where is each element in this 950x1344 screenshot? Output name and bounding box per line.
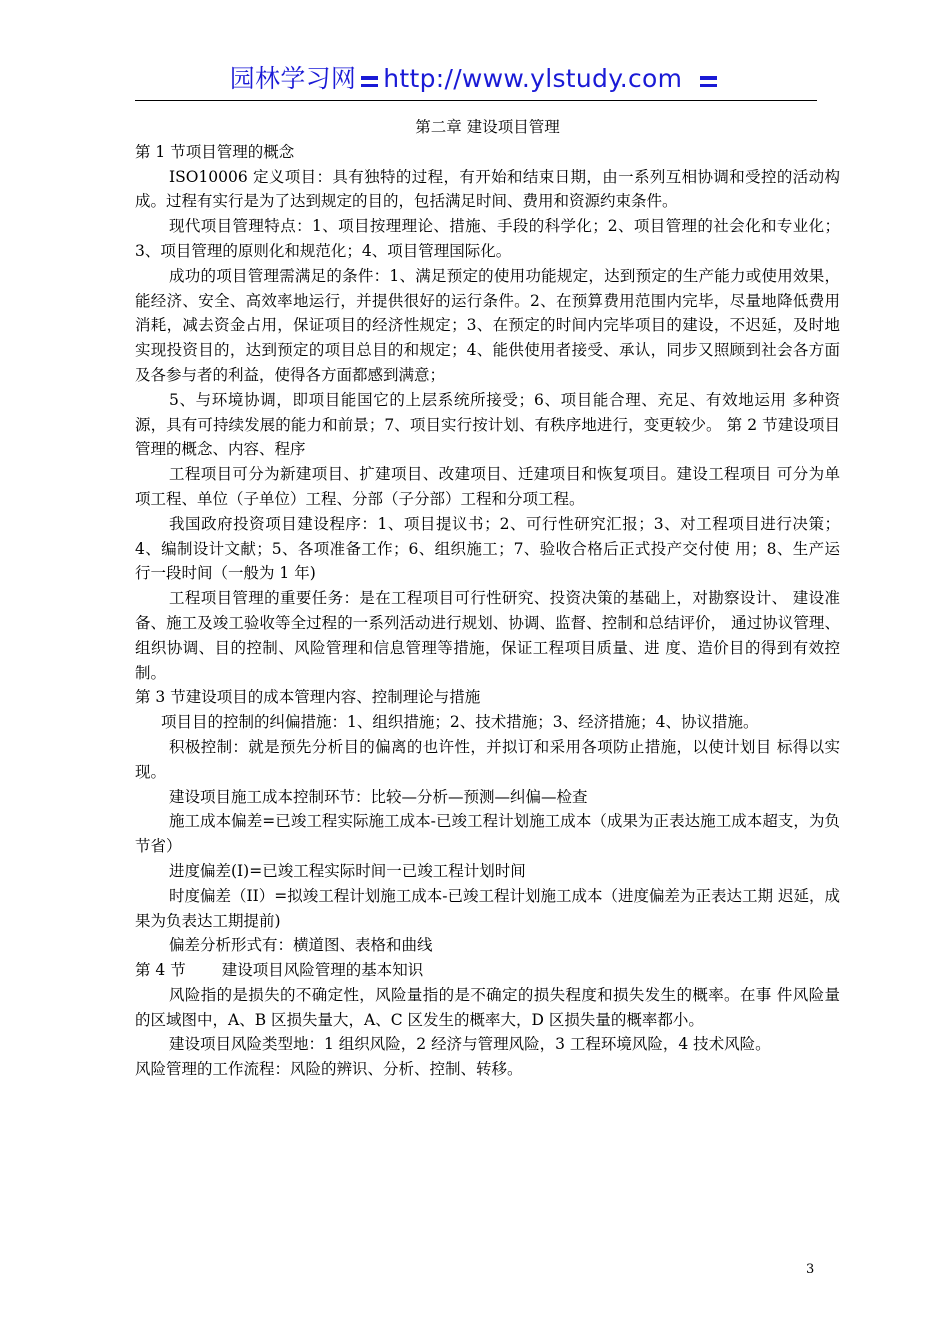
paragraph: 工程项目管理的重要任务：是在工程项目可行性研究、投资决策的基础上，对勘察设计、 建设准备、施工及竣工验收等全过程的一系列活动进行规划、协调、监督、控制和总结评价， 通过协议管理、组织协调、目的控制、风险管理和信息管理等措施，保证工程项目质量、进 度、造价目的得到有效控制。: [135, 589, 840, 682]
header-site-name: 园林学习网: [229, 64, 357, 93]
paragraph: 建设项目施工成本控制环节：比较—分析—预测—纠偏—检查: [169, 787, 588, 806]
paragraph: 积极控制：就是预先分析目的偏离的也许性，并拟订和采用各项防止措施，以使计划目 标得以实现。: [135, 737, 840, 781]
paragraph: 施工成本偏差=已竣工程实际施工成本-已竣工程计划施工成本（成果为正表达施工成本超支，为负节省）: [135, 812, 840, 856]
equals-icon: [700, 76, 717, 87]
paragraph: ISO10006 定义项目：具有独特的过程，有开始和结束日期，由一系列互相协调和受控的活动构成。过程有实行是为了达到规定的目的，包括满足时间、费用和资源约束条件。: [135, 167, 840, 211]
paragraph: 风险指的是损失的不确定性，风险量指的是不确定的损失程度和损失发生的概率。在事 件风险量的区域图中，A、B 区损失量大，A、C 区发生的概率大，D 区损失量的概率都小。: [135, 985, 840, 1029]
paragraph: 建设项目风险类型地：1 组织风险，2 经济与管理风险，3 工程环境风险，4 技术风险。: [169, 1035, 771, 1054]
paragraph: 现代项目管理特点：1、项目按理理论、措施、手段的科学化；2、项目管理的社会化和专业化；3、项目管理的原则化和规范化；4、项目管理国际化。: [135, 217, 840, 260]
paragraph: 5、与环境协调，即项目能国它的上层系统所接受；6、项目能合理、充足、有效地运用 多种资源，具有可持续发展的能力和前景；7、项目实行按计划、有秩序地进行，变更较少。 第 2 节建设项目管理的概念、内容、程序: [135, 390, 840, 459]
section-4-title: 建设项目风险管理的基本知识: [221, 961, 424, 980]
paragraph: 偏差分析形式有：横道图、表格和曲线: [169, 936, 433, 955]
document-body: [135, 115, 840, 1082]
section-4-heading: [135, 958, 840, 983]
chapter-title: 第二章 建设项目管理: [415, 118, 560, 136]
page-header: [135, 60, 817, 101]
section-1-heading: 第 1 节项目管理的概念: [135, 142, 295, 161]
paragraph: 时度偏差（II）=拟竣工程计划施工成本-已竣工程计划施工成本（进度偏差为正表达工期 迟延，成果为负表达工期提前): [135, 886, 840, 930]
page-number: 3: [806, 1262, 815, 1277]
paragraph: 工程项目可分为新建项目、扩建项目、改建项目、迁建项目和恢复项目。建设工程项目 可分为单项工程、单位（子单位）工程、分部（子分部）工程和分项工程。: [135, 465, 840, 508]
section-3-heading: 第 3 节建设项目的成本管理内容、控制理论与措施: [135, 688, 481, 707]
paragraph: 风险管理的工作流程：风险的辨识、分析、控制、转移。: [135, 1060, 523, 1079]
equals-icon: [361, 76, 378, 87]
header-url[interactable]: http://www.ylstudy.com: [383, 64, 683, 93]
section-4-number: 第 4 节: [135, 961, 186, 980]
paragraph: 我国政府投资项目建设程序：1、项目提议书；2、可行性研究汇报；3、对工程项目进行决策；4、编制设计文献；5、各项准备工作；6、组织施工；7、验收合格后正式投产交付使 用；8、生产运行一段时间（一般为 1 年): [135, 514, 840, 583]
paragraph: 成功的项目管理需满足的条件：1、满足预定的使用功能规定，达到预定的生产能力或使用效果，能经济、安全、高效率地运行，并提供很好的运行条件。2、在预算费用范围内完毕，尽量地降低费用消耗，减去资金占用，保证项目的经济性规定；3、在预定的时间内完毕项目的建设，不迟延，及时地实现投资目的，达到预定的项目总目的和规定；4、能供使用者接受、承认，同步又照顾到社会各方面及各参与者的利益，使得各方面都感到满意；: [135, 266, 840, 384]
paragraph: 项目目的控制的纠偏措施：1、组织措施；2、技术措施；3、经济措施；4、协议措施。: [161, 713, 759, 732]
paragraph: 进度偏差(I)=已竣工程实际时间一已竣工程计划时间: [169, 861, 526, 880]
